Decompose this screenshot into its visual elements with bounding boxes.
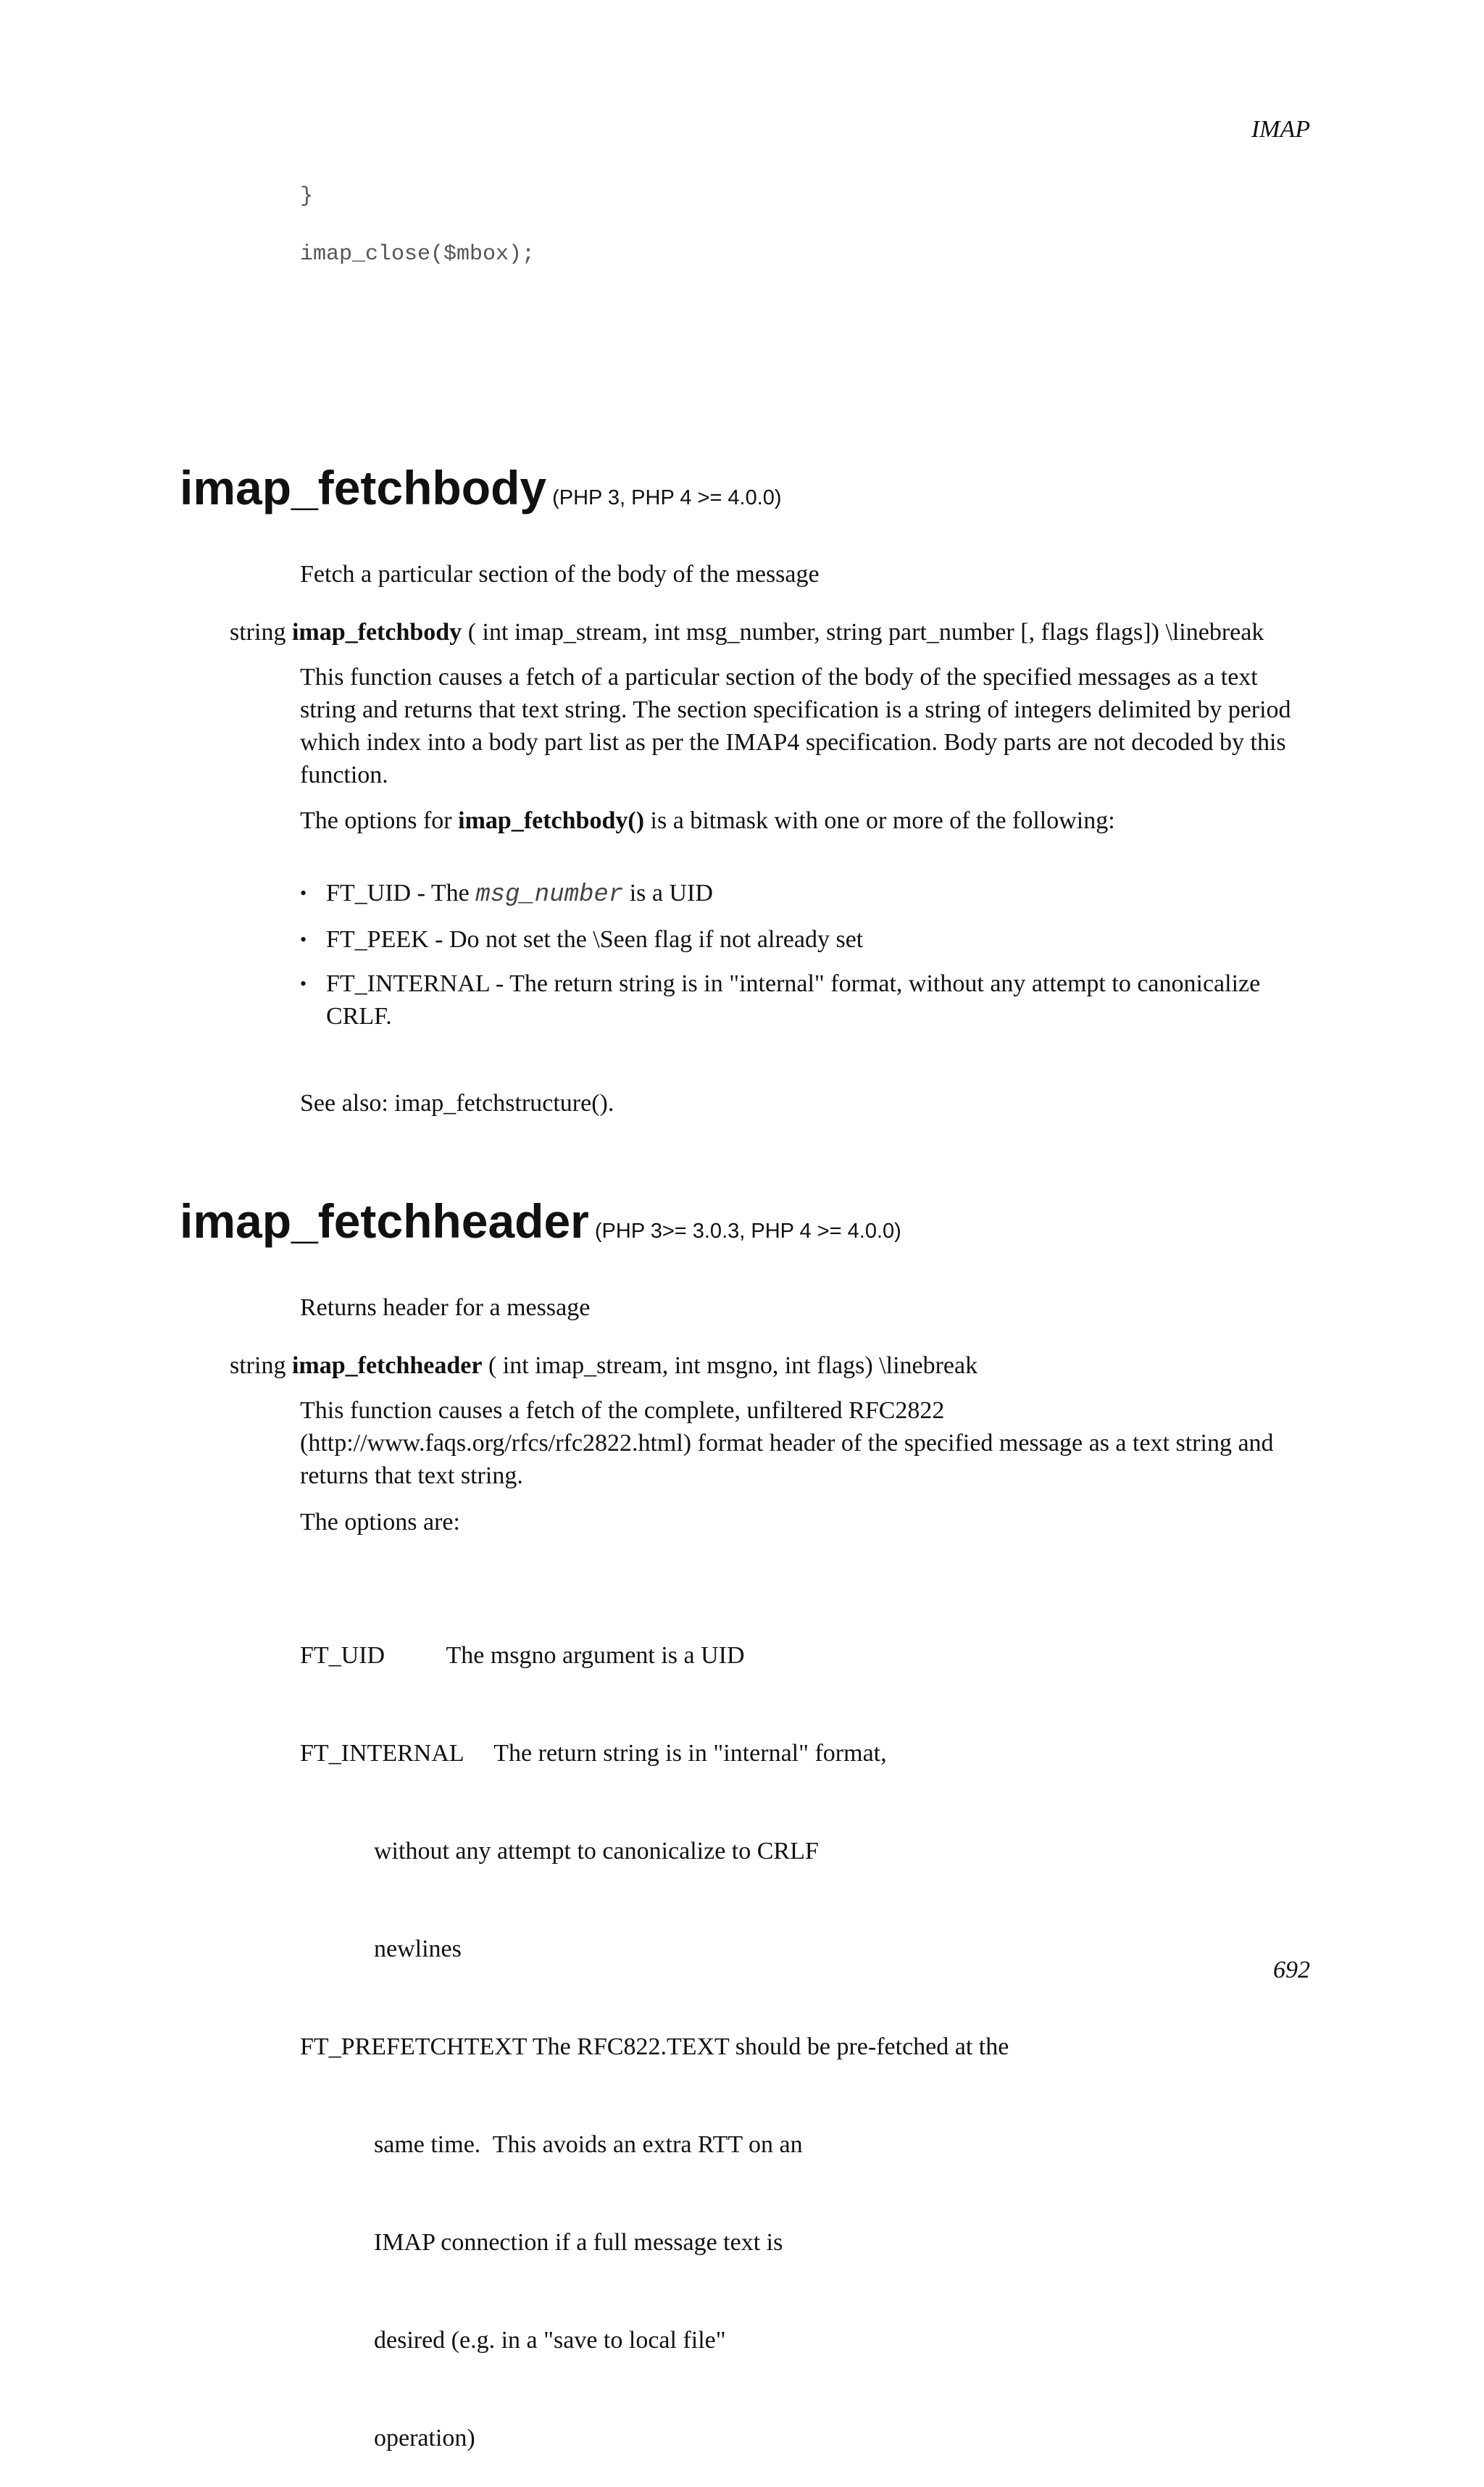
see-also: See also: imap_fetchstructure(). xyxy=(300,1090,614,1117)
options-line: FT_INTERNAL The return string is in "internal" format, xyxy=(300,1740,887,1767)
list-item xyxy=(300,923,1314,956)
function-description: This function causes a fetch of a particular section of the body of the specified messages as a text string and returns that text string. The section specification is a string of integers delimited by period which index into a body part list as per the IMAP4 specification. Body parts are not decoded by this function. xyxy=(300,664,1291,788)
options-bullet-list xyxy=(300,877,1314,1044)
list-item xyxy=(300,967,1314,1033)
code-line-closing-brace: } xyxy=(300,184,314,209)
options-line: FT_UID The msgno argument is a UID xyxy=(300,1642,745,1669)
options-intro: The options are: xyxy=(300,1509,460,1536)
running-header: IMAP xyxy=(1251,116,1310,143)
return-type: string xyxy=(230,619,286,646)
bullet-text: FT_INTERNAL - The return string is in "internal" format, without any attempt to canonicalize CRLF. xyxy=(326,970,1261,1030)
function-description: This function causes a fetch of the complete, unfiltered RFC2822 (http://www.faqs.org/rfcs/rfc2822.html) format header of the specified message as a text string and returns that text string. xyxy=(300,1397,1274,1489)
version-info: (PHP 3, PHP 4 >= 4.0.0) xyxy=(552,486,782,509)
bullet-icon: • xyxy=(300,883,307,904)
prototype-function-name: imap_fetchbody xyxy=(291,619,462,646)
options-line: same time. This avoids an extra RTT on an xyxy=(300,2131,803,2158)
options-intro xyxy=(300,804,1314,837)
options-line: without any attempt to canonicalize to CRLF xyxy=(300,1838,819,1865)
heading-imap-fetchbody xyxy=(180,461,782,515)
prototype-function-name: imap_fetchheader xyxy=(291,1352,483,1379)
code-line-imap-close: imap_close($mbox); xyxy=(300,242,535,267)
prototype-arguments: ( int imap_stream, int msgno, int flags) \linebreak xyxy=(488,1352,978,1379)
function-prototype xyxy=(230,1349,977,1382)
options-line: desired (e.g. in a "save to local file" xyxy=(300,2327,726,2354)
function-purpose: Returns header for a message xyxy=(300,1294,591,1321)
prototype-arguments: ( int imap_stream, int msg_number, string part_number [, flags flags]) \linebreak xyxy=(467,619,1264,646)
function-name: imap_fetchheader xyxy=(180,1194,589,1248)
options-line: operation) xyxy=(300,2425,475,2451)
function-purpose: Fetch a particular section of the body of the message xyxy=(300,561,820,588)
options-line: IMAP connection if a full message text is xyxy=(300,2229,783,2256)
options-table xyxy=(300,1574,1009,2487)
return-type: string xyxy=(230,1352,286,1379)
bullet-icon: • xyxy=(300,973,307,994)
options-line: newlines xyxy=(300,1936,462,1962)
bullet-text-post: is a UID xyxy=(623,880,713,907)
options-line: FT_PREFETCHTEXT The RFC822.TEXT should be pre-fetched at the xyxy=(300,2033,1009,2060)
function-prototype xyxy=(230,616,1264,649)
options-intro-function: imap_fetchbody() xyxy=(458,807,645,834)
options-intro-pre: The options for xyxy=(300,807,459,834)
bullet-icon: • xyxy=(300,929,307,950)
function-name: imap_fetchbody xyxy=(180,461,547,515)
bullet-text: FT_PEEK - Do not set the \Seen flag if not already set xyxy=(326,926,864,953)
bullet-text-pre: FT_UID - The xyxy=(326,880,476,907)
version-info: (PHP 3>= 3.0.3, PHP 4 >= 4.0.0) xyxy=(594,1220,901,1243)
bullet-code: msg_number xyxy=(475,881,624,909)
heading-imap-fetchheader xyxy=(180,1194,901,1248)
page-number: 692 xyxy=(1273,1957,1310,1983)
options-intro-post: is a bitmask with one or more of the following: xyxy=(644,807,1115,834)
list-item xyxy=(300,877,1314,912)
